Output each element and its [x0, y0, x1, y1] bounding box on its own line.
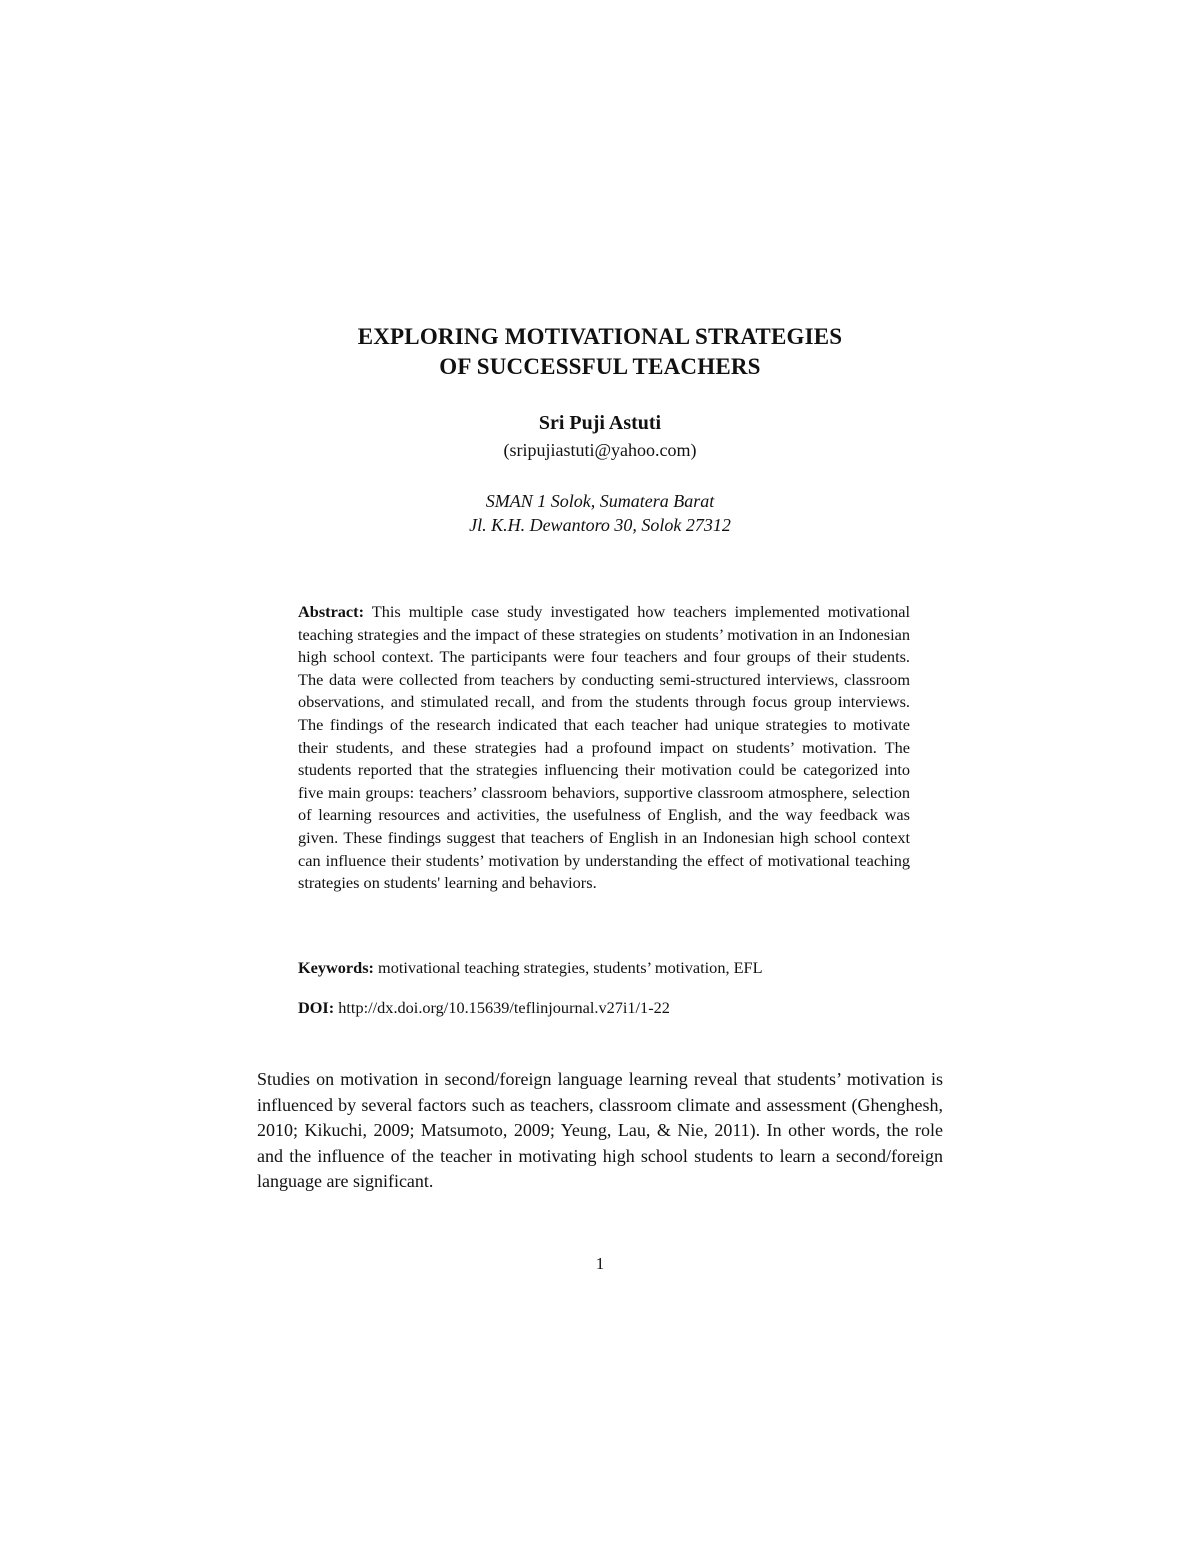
abstract-paragraph	[298, 601, 910, 895]
doi-label: DOI:	[298, 998, 335, 1017]
affiliation-line-2: Jl. K.H. Dewantoro 30, Solok 27312	[469, 515, 731, 535]
author-name: Sri Puji Astuti	[538, 412, 662, 434]
page-number: 1	[595, 1254, 605, 1273]
abstract-label: Abstract:	[298, 602, 365, 621]
keywords-label: Keywords:	[298, 958, 374, 977]
author-email: (sripujiastuti@yahoo.com)	[503, 440, 697, 460]
body-paragraph: Studies on motivation in second/foreign language learning reveal that students’ motivation is influenced by several factors such as teachers, classroom climate and assessment (Ghenghesh, 2010; Kikuchi, 2009; Matsumoto, 2009; Yeung, Lau, & Nie, 2011). In other words, the role and the influence of the teacher in motivating high school students to learn a second/foreign language are significant.	[257, 1069, 943, 1192]
title-line-2: OF SUCCESSFUL TEACHERS	[439, 354, 761, 379]
doi-line	[298, 997, 910, 1019]
affiliation-line-1: SMAN 1 Solok, Sumatera Barat	[485, 491, 715, 511]
keywords-line	[298, 957, 910, 979]
keywords-text: motivational teaching strategies, students’ motivation, EFL	[378, 958, 763, 977]
doi-link[interactable]: http://dx.doi.org/10.15639/teflinjournal.v27i1/1-22	[338, 998, 670, 1017]
author-affiliation	[0, 489, 1200, 537]
title-line-1: EXPLORING MOTIVATIONAL STRATEGIES	[357, 324, 843, 349]
abstract-text: This multiple case study investigated how teachers implemented motivational teaching strategies and the impact of these strategies on students’ motivation in an Indonesian high school context. The participants were four teachers and four groups of their students. The data were collected from teachers by conducting semi-structured interviews, classroom observations, and stimulated recall, and from the students through focus group interviews. The findings of the research indicated that each teacher had unique strategies to motivate their students, and these strategies had a profound impact on students’ motivation. The students reported that the strategies influencing their motivation could be categorized into five main groups: teachers’ classroom behaviors, supportive classroom atmosphere, selection of learning resources and activities, the usefulness of English, and the way feedback was given. These findings suggest that teachers of English in an Indonesian high school context can influence their students’ motivation by understanding the effect of motivational teaching strategies on students' learning and behaviors.	[298, 602, 911, 893]
paper-title	[0, 322, 1200, 382]
